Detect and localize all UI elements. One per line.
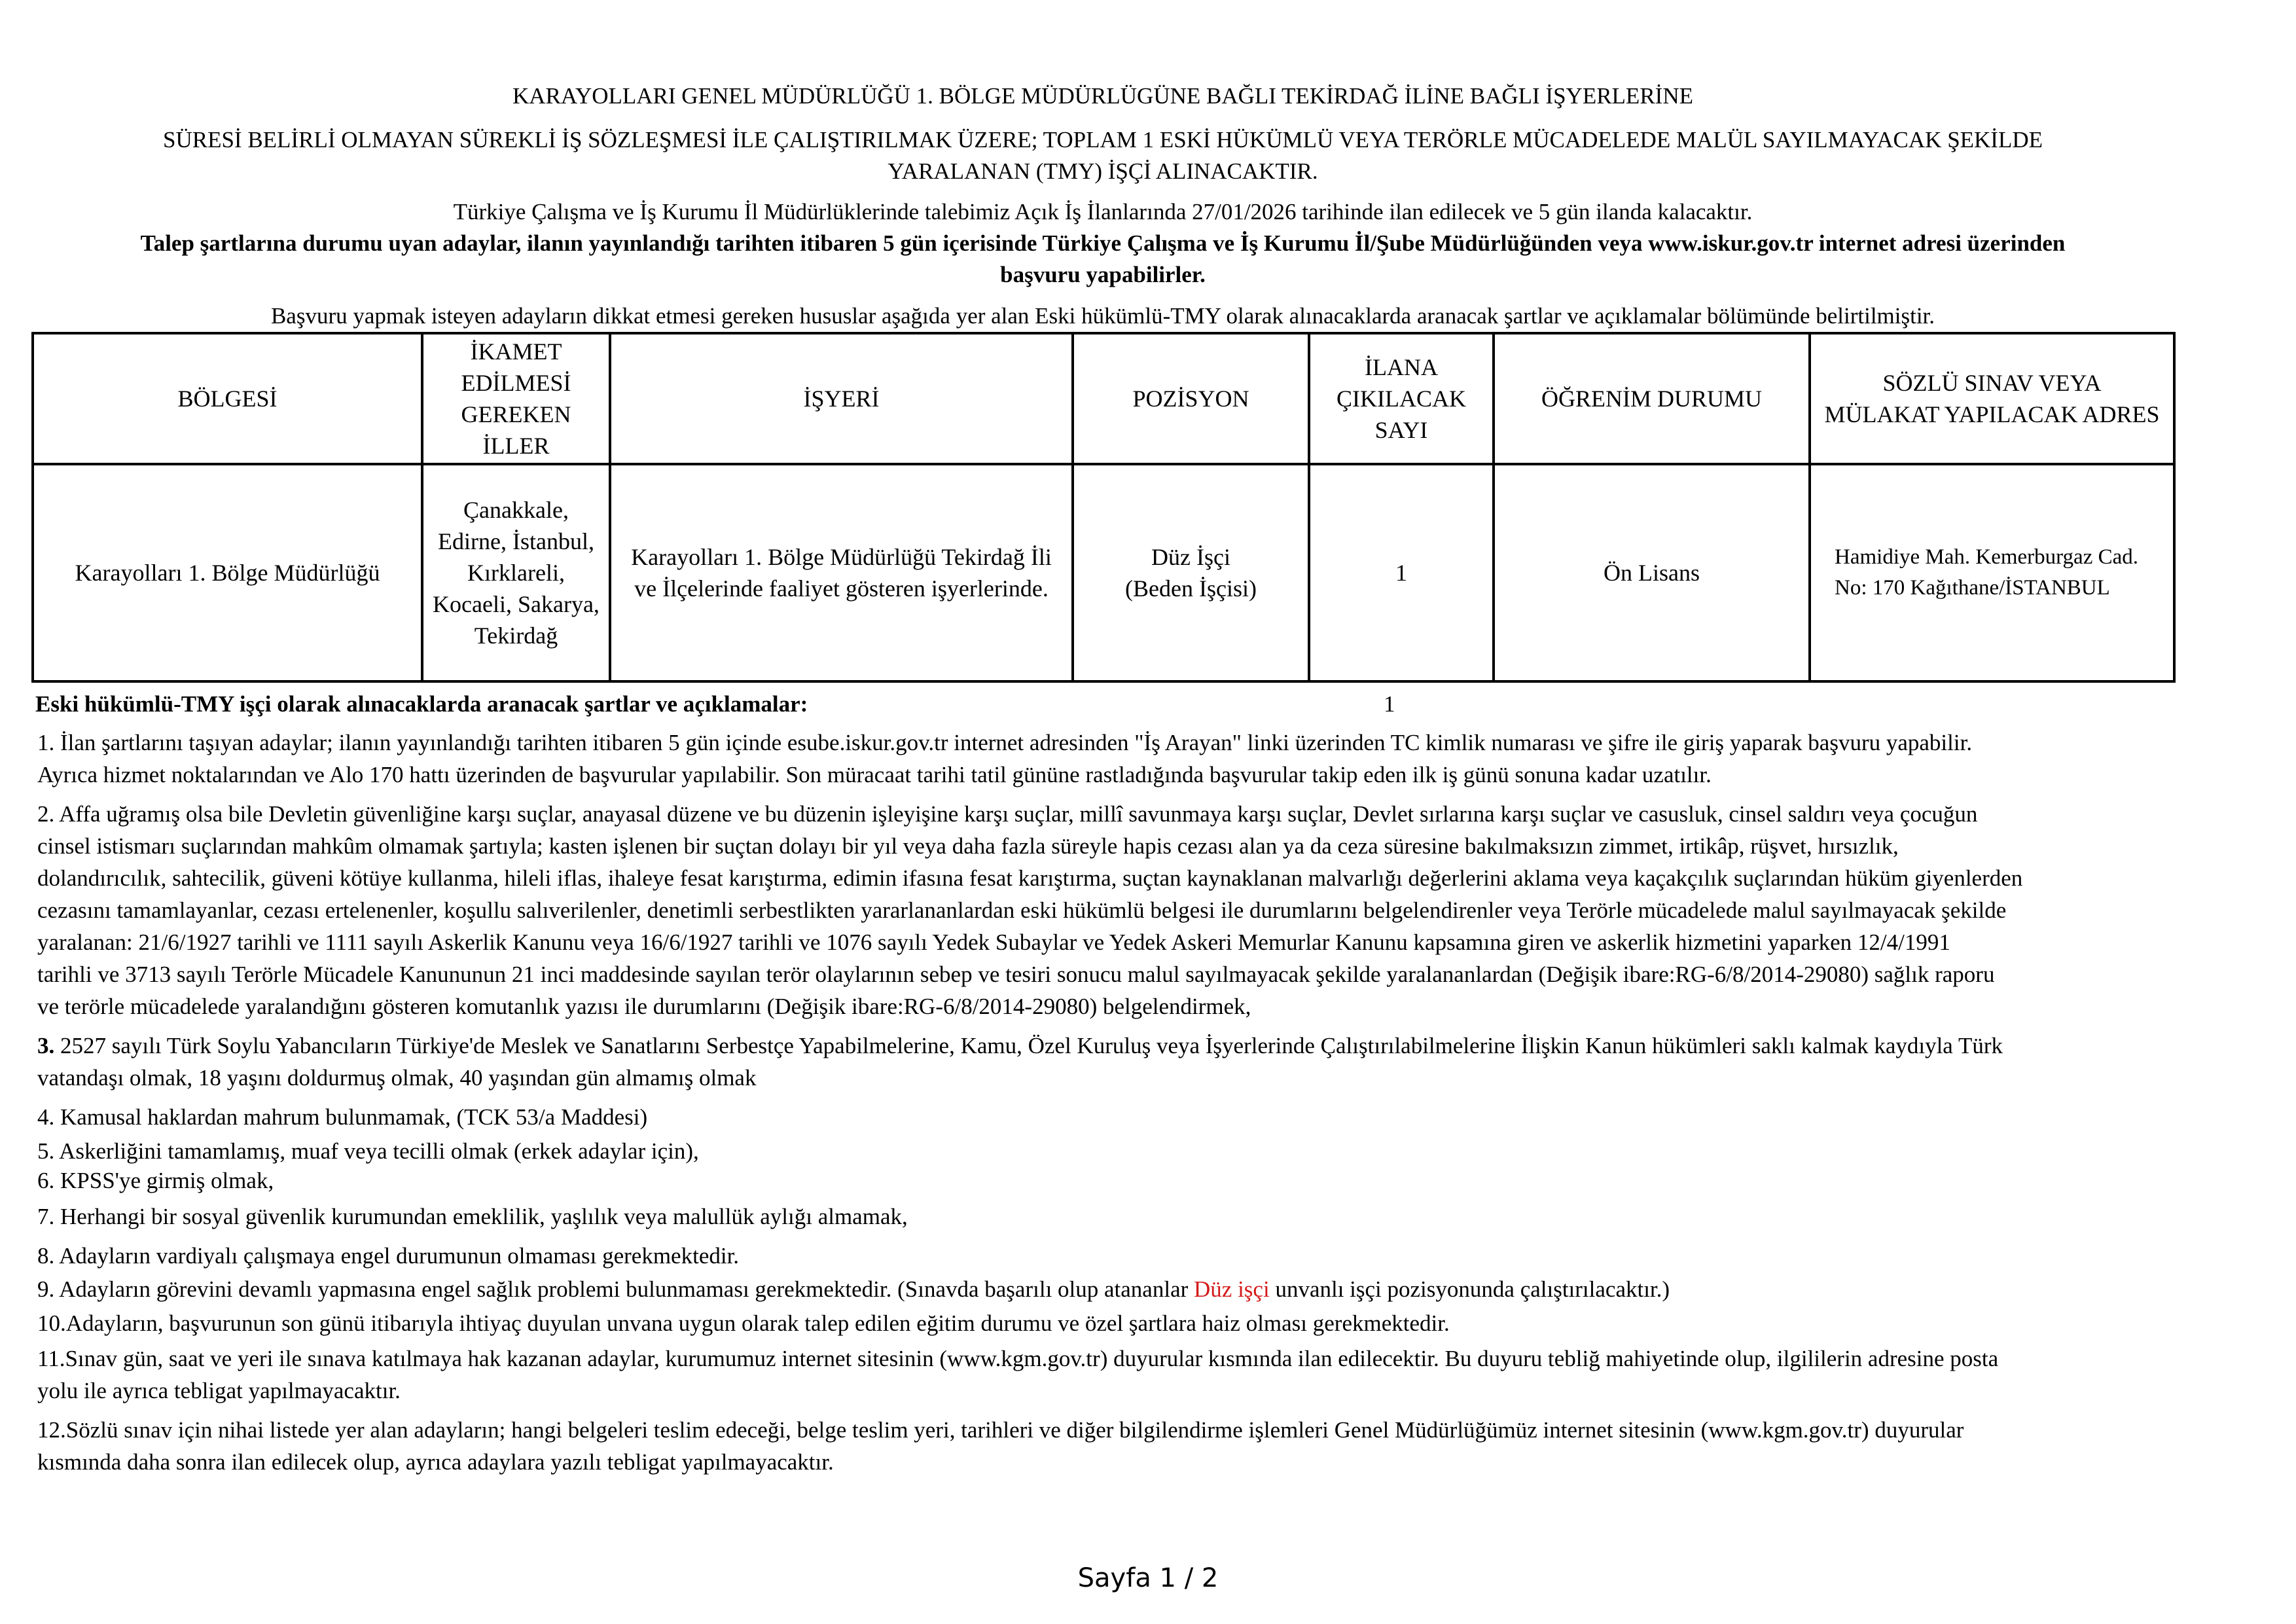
header-application-note-end: başvuru yapabilirler. [1000, 262, 1206, 287]
job-table [31, 332, 2176, 683]
header-title-line2: SÜRESİ BELİRLİ OLMAYAN SÜREKLİ İŞ SÖZLEŞMESİ İLE ÇALIŞTIRILMAK ÜZERE; TOPLAM 1 ESKİ HÜKÜMLÜ VEYA TERÖRLE MÜCADELEDE MALÜL SAYILMAYACAK ŞEKİLDE [163, 127, 2043, 153]
cell-provinces: Çanakkale, Edirne, İstanbul, Kırklareli, Kocaeli, Sakarya, Tekirdağ [422, 464, 610, 681]
condition-item-8: 8. Adayların vardiyalı çalışmaya engel durumunun olmaması gerekmektedir. [37, 1243, 740, 1269]
condition-item-3: 3. 2527 sayılı Türk Soylu Yabancıların Türkiye'de Meslek ve Sanatlarını Serbestçe Yapabilmelerine, Kamu, Özel Kuruluş veya İşyerlerinde Çalıştırılabilmelerine İlişkin Kanun hükümleri saklı kalmak kaydıyla Türk vatandaşı olmak, 18 yaşını doldurmuş olmak, 40 yaşından gün almamış olmak [37, 1033, 2003, 1091]
header-residence-provinces: İKAMET EDİLMESİ GEREKEN İLLER [422, 333, 610, 464]
cell-address: Hamidiye Mah. Kemerburgaz Cad. No: 170 Kağıthane/İSTANBUL [1810, 464, 2174, 681]
condition-item-1: 1. İlan şartlarını taşıyan adaylar; ilanın yayınlandığı tarihten itibaren 5 gün içinde esube.iskur.gov.tr internet adresinden "İş Arayan" linki üzerinden TC kimlik numarası ve şifre ile giriş yaparak başvuru yapabilir. Ayrıca hizmet noktalarından ve Alo 170 hattı üzerinden de başvurular yapılabilir. Son müracaat tarihi tatil gününe rastladığında başvurular takip eden ilk iş günü sonuna kadar uzatılır. [37, 730, 1973, 787]
condition-item-11: 11.Sınav gün, saat ve yeri ile sınava katılmaya hak kazanan adaylar, kurumumuz internet sitesinin (www.kgm.gov.tr) duyurular kısmında ilan edilecektir. Bu duyuru tebliğ mahiyetinde olup, ilgililerin adresine posta yolu ile ayrıca tebligat yapılmayacaktır. [37, 1346, 1999, 1403]
table-header-row [33, 333, 2174, 464]
conditions-list [37, 727, 2178, 1478]
header-interview-address: SÖZLÜ SINAV VEYA MÜLAKAT YAPILACAK ADRES [1810, 333, 2174, 464]
highlight-position: Düz işçi [1194, 1276, 1270, 1302]
condition-item-7: 7. Herhangi bir sosyal güvenlik kurumundan emeklilik, yaşlılık veya malullük aylığı almamak, [37, 1204, 908, 1229]
cell-region: Karayolları 1. Bölge Müdürlüğü [33, 464, 422, 681]
page-number: Sayfa 1 / 2 [1077, 1563, 1219, 1593]
header-title-line3: YARALANAN (TMY) İŞÇİ ALINACAKTIR. [888, 158, 1318, 184]
condition-item-5: 5. Askerliğini tamamlamış, muaf veya tecilli olmak (erkek adaylar için), [37, 1138, 699, 1164]
cell-workplace: Karayolları 1. Bölge Müdürlüğü Tekirdağ İli ve İlçelerinde faaliyet gösteren işyerlerinde. [610, 464, 1073, 681]
header-announcement-date: Türkiye Çalışma ve İş Kurumu İl Müdürlüklerinde talebimiz Açık İş İlanlarında 27/01/2026 tarihinde ilan edilecek ve 5 gün ilanda kalacaktır. [453, 199, 1753, 225]
cell-count: 1 [1309, 464, 1494, 681]
conditions-title: Eski hükümlü-TMY işçi olarak alınacaklarda aranacak şartlar ve açıklamalar: [35, 691, 808, 717]
header-title-line1: KARAYOLLARI GENEL MÜDÜRLÜĞÜ 1. BÖLGE MÜDÜRLÜGÜNE BAĞLI TEKİRDAĞ İLİNE BAĞLI İŞYERLERİNE [512, 83, 1693, 109]
condition-item-9: 9. Adayların görevini devamlı yapmasına engel sağlık problemi bulunmaması gerekmektedir. (Sınavda başarılı olup atananlar Düz işçi unvanlı işçi pozisyonunda çalıştırılacaktır.) [37, 1276, 1670, 1302]
condition-item-4: 4. Kamusal haklardan mahrum bulunmamak, (TCK 53/a Maddesi) [37, 1104, 648, 1130]
condition-item-10: 10.Adayların, başvurunun son günü itibarıyla ihtiyaç duyulan unvana uygun olarak talep edilen eğitim durumu ve özel şartlara haiz olması gerekmektedir. [37, 1310, 1450, 1336]
condition-item-6: 6. KPSS'ye girmiş olmak, [37, 1168, 274, 1193]
header-region: BÖLGESİ [33, 333, 422, 464]
cell-position: Düz İşçi (Beden İşçisi) [1073, 464, 1309, 681]
header-application-note: Talep şartlarına durumu uyan adaylar, ilanın yayınlandığı tarihten itibaren 5 gün içerisinde Türkiye Çalışma ve İş Kurumu İl/Şube Müdürlüğünden veya www.iskur.gov.tr internet adresi üzerinden [140, 230, 2066, 256]
header-position: POZİSYON [1073, 333, 1309, 464]
conditions-count: 1 [1384, 691, 1395, 717]
header-count: İLANA ÇIKILACAK SAYI [1309, 333, 1494, 464]
header-education: ÖĞRENİM DURUMU [1494, 333, 1810, 464]
header-attention-note: Başvuru yapmak isteyen adayların dikkat etmesi gereken hususlar aşağıda yer alan Eski hükümlü-TMY olarak alınacaklarda aranacak şartlar ve açıklamalar bölümünde belirtilmiştir. [270, 303, 1935, 329]
header-workplace: İŞYERİ [610, 333, 1073, 464]
table-row [33, 464, 2174, 681]
condition-item-2: 2. Affa uğramış olsa bile Devletin güvenliğine karşı suçlar, anayasal düzene ve bu düzenin işleyişine karşı suçlar, millî savunmaya karşı suçlar, Devlet sırlarına karşı suçlar ve casusluk, cinsel saldırı veya çocuğun cinsel istismarı suçlarından mahkûm olmamak şartıyla; kasten işlenen bir suçtan dolayı bir yıl veya daha fazla süreyle hapis cezası alan ya da ceza süresine bakılmaksızın zimmet, irtikâp, rüşvet, hırsızlık, dolandırıcılık, sahtecilik, güveni kötüye kullanma, hileli iflas, ihaleye fesat karıştırma, edimin ifasına fesat karıştırma, suçtan kaynaklanan malvarlığı değerlerini aklama veya kaçakçılık suçlarından hüküm giyenlerden cezasını tamamlayanlar, cezası ertelenenler, koşullu salıverilenler, denetimli serbestlikten yararlananlardan eski hükümlü belgesi ile durumlarını belgelendirenler veya Terörle mücadelede malul sayılmayacak şekilde yaralanan: 21/6/1927 tarihli ve 1111 sayılı Askerlik Kanunu veya 16/6/1927 tarihli ve 1076 sayılı Yedek Subaylar ve Yedek Askeri Memurlar Kanunu kapsamına giren ve askerlik hizmetini yaparken 12/4/1991 tarihli ve 3713 sayılı Terörle Mücadele Kanununun 21 inci maddesinde sayılan terör olaylarının sebep ve tesiri sonucu malul sayılmayacak şekilde yaralananlardan (Değişik ibare:RG-6/8/2014-29080) sağlık raporu ve terörle mücadelede yaralandığını gösteren komutanlık yazısı ile durumlarını (Değişik ibare:RG-6/8/2014-29080) belgelendirmek, [37, 801, 2023, 1019]
condition-item-12: 12.Sözlü sınav için nihai listede yer alan adayların; hangi belgeleri teslim edeceği, belge teslim yeri, tarihleri ve diğer bilgilendirme işlemleri Genel Müdürlüğümüz internet sitesinin (www.kgm.gov.tr) duyurular kısmında daha sonra ilan edilecek olup, ayrıca adaylara yazılı tebligat yapılmayacaktır. [37, 1417, 1964, 1475]
cell-education: Ön Lisans [1494, 464, 1810, 681]
